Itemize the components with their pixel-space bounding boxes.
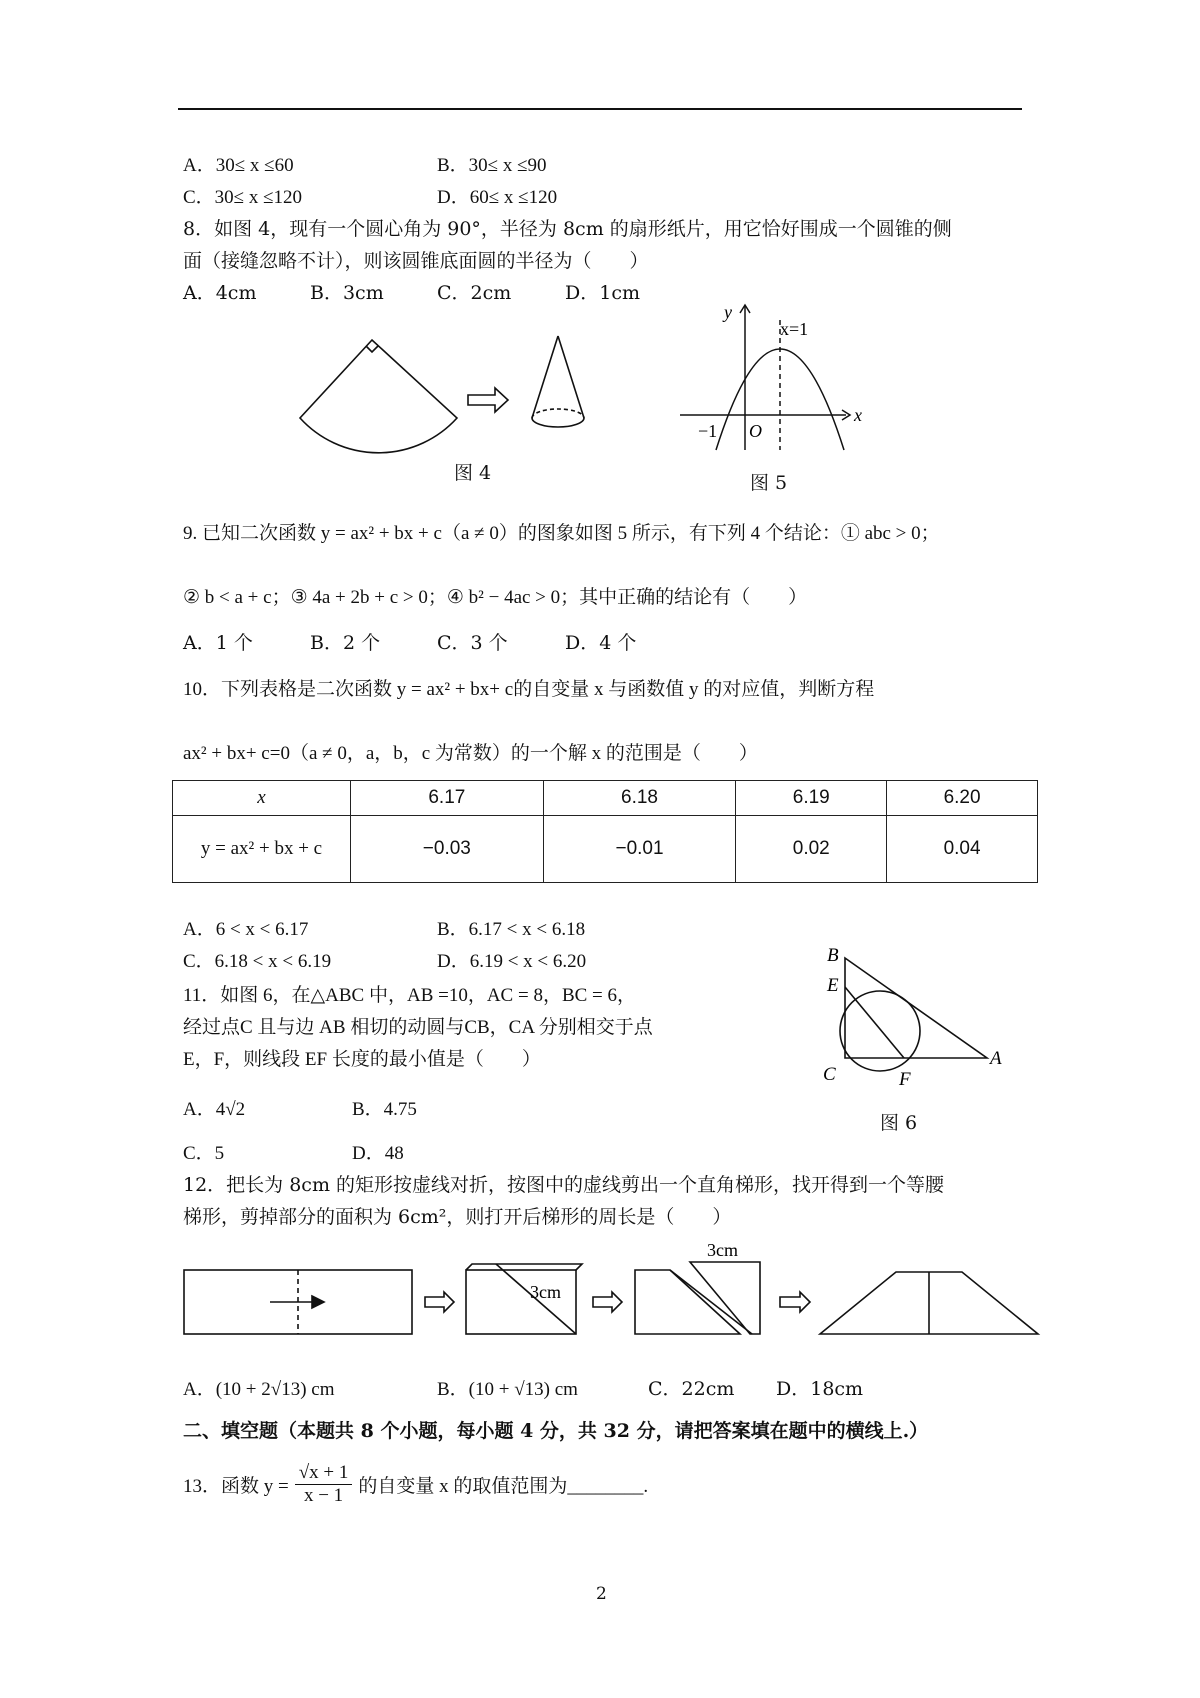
header-rule (178, 108, 1022, 110)
q8-line1: 8．如图 4，现有一个圆心角为 90°，半径为 8cm 的扇形纸片，用它恰好围成一个圆锥的侧 (183, 218, 952, 240)
q8-option-d: D．1cm (565, 282, 640, 304)
q13-fraction (295, 1462, 353, 1507)
fold-arrow-head-icon (312, 1296, 324, 1308)
table-cell: 6.17 (351, 781, 544, 816)
table-cell: −0.01 (543, 816, 736, 883)
q13-prefix: 13．函数 y = (183, 1476, 289, 1497)
q8-option-c: C．2cm (437, 282, 512, 304)
cone-base-front (532, 418, 584, 427)
figure-q12-folding (180, 1242, 1050, 1342)
table-cell: −0.03 (351, 816, 544, 883)
fig5-caption: 图 5 (750, 472, 788, 494)
q10-option-a: A．6 < x < 6.17 (183, 919, 309, 940)
q12-line1: 12．把长为 8cm 的矩形按虚线对折，按图中的虚线剪出一个直角梯形，找开得到一个等腰 (183, 1174, 945, 1196)
fig5-minus-one: −1 (698, 421, 718, 441)
q12-option-c: C．22cm (648, 1378, 735, 1400)
right-angle-mark (366, 346, 378, 352)
q11-line3: E，F，则线段 EF 长度的最小值是（ ） (183, 1049, 541, 1070)
q10-option-c: C．6.18 < x < 6.19 (183, 951, 332, 972)
table-cell: 6.18 (543, 781, 736, 816)
q10-line2: ax² + bx+ c=0（a ≠ 0，a，b，c 为常数）的一个解 x 的范围是（ ） (183, 743, 758, 764)
q7-option-b: B．30≤ x ≤90 (437, 155, 547, 176)
table-cell: 0.02 (736, 816, 887, 883)
q13-line (183, 1462, 648, 1507)
table-row (173, 781, 1038, 816)
q13-suffix: 的自变量 x 的取值范围为________. (358, 1476, 649, 1497)
q12-label-3cm-a: 3cm (530, 1282, 561, 1302)
q11-option-c: C．5 (183, 1143, 225, 1164)
q9-line1: 9. 已知二次函数 y = ax² + bx + c（a ≠ 0）的图象如图 5 所示，有下列 4 个结论：① abc > 0； (183, 523, 940, 544)
q10-option-d: D．6.19 < x < 6.20 (437, 951, 587, 972)
q12-label-3cm-b: 3cm (707, 1240, 738, 1260)
fig4-caption: 图 4 (454, 462, 492, 484)
q11-line1: 11．如图 6，在△ABC 中，AB =10，AC = 8，BC = 6， (183, 985, 637, 1006)
q7-option-a: A．30≤ x ≤60 (183, 155, 294, 176)
q10-value-table (172, 780, 1038, 883)
page-number: 2 (596, 1584, 607, 1604)
figure-6 (815, 945, 1015, 1095)
moving-circle (840, 991, 920, 1071)
fig6-label-a: A (990, 1048, 1002, 1069)
q8-option-a: A．4cm (183, 282, 257, 304)
q11-option-d: D．48 (352, 1143, 404, 1164)
table-cell: 0.04 (887, 816, 1038, 883)
segment-ef (845, 987, 904, 1058)
cut-edge (670, 1270, 752, 1334)
q9-line2: ② b < a + c；③ 4a + 2b + c > 0；④ b² − 4ac > 0；其中正确的结论有（ ） (183, 587, 808, 608)
arrow-right-icon (425, 1292, 454, 1312)
triangle-abc (845, 958, 987, 1058)
fig6-label-b: B (827, 945, 839, 966)
table-header-x: x (173, 781, 351, 816)
q12-line2: 梯形，剪掉部分的面积为 6cm²，则打开后梯形的周长是（ ） (183, 1206, 732, 1228)
q8-option-b: B．3cm (310, 282, 384, 304)
table-row (173, 816, 1038, 883)
cone-sides (532, 336, 584, 418)
folded-rect (466, 1270, 576, 1334)
sector-shape (300, 340, 457, 453)
q9-option-b: B．2 个 (310, 632, 381, 654)
fig6-label-c: C (823, 1064, 836, 1085)
section-2-heading: 二、填空题（本题共 8 个小题，每小题 4 分，共 32 分，请把答案填在题中的横线上.） (183, 1420, 929, 1442)
q11-line2: 经过点C 且与边 AB 相切的动圆与CB，CA 分别相交于点 (183, 1017, 653, 1038)
q7-option-d: D．60≤ x ≤120 (437, 187, 558, 208)
cone-base-back (532, 409, 584, 418)
fig5-origin: O (749, 421, 762, 441)
arrow-right-icon (468, 388, 508, 412)
fig5-sym-label: x=1 (780, 319, 809, 339)
q9-option-d: D．4 个 (565, 632, 637, 654)
fig6-label-e: E (827, 975, 839, 996)
q11-option-b: B．4.75 (352, 1099, 417, 1120)
parabola-curve (716, 349, 844, 450)
table-cell: 6.19 (736, 781, 887, 816)
q12-option-b: B．(10 + √13) cm (437, 1379, 578, 1400)
table-cell: 6.20 (887, 781, 1038, 816)
q10-line1: 10．下列表格是二次函数 y = ax² + bx+ c的自变量 x 与函数值 y 的对应值，判断方程 (183, 679, 875, 700)
fig6-label-f: F (899, 1069, 911, 1090)
fig5-x-label: x (854, 405, 862, 425)
fig5-y-label: y (724, 302, 732, 322)
arrow-right-icon (780, 1292, 810, 1312)
q12-option-a: A．(10 + 2√13) cm (183, 1379, 335, 1400)
arrow-right-icon (593, 1292, 622, 1312)
q13-denominator: x − 1 (303, 1485, 344, 1506)
q7-option-c: C．30≤ x ≤120 (183, 187, 303, 208)
q9-option-a: A．1 个 (183, 632, 253, 654)
q12-option-d: D．18cm (776, 1378, 864, 1400)
q8-line2: 面（接缝忽略不计），则该圆锥底面圆的半径为（ ） (183, 250, 649, 272)
q9-option-c: C．3 个 (437, 632, 508, 654)
table-header-y: y = ax² + bx + c (173, 816, 351, 883)
folded-layers (466, 1264, 582, 1270)
fig6-caption: 图 6 (880, 1112, 918, 1134)
q11-option-a: A．4√2 (183, 1099, 246, 1120)
q10-option-b: B．6.17 < x < 6.18 (437, 919, 586, 940)
figure-4 (290, 330, 610, 490)
figure-5 (676, 300, 876, 460)
q13-numerator: √x + 1 (295, 1462, 353, 1485)
